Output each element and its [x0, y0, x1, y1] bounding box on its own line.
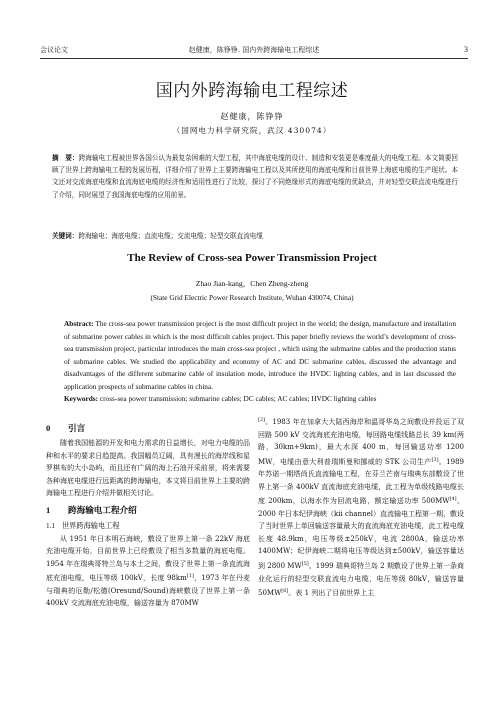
body-column-right [258, 414, 464, 600]
header-center: 赵健康，陈铮铮. 国内外跨海输电工程综述 [188, 46, 320, 54]
running-header [40, 44, 468, 56]
affiliation-en: (State Grid Electric Power Research Institute, Wuhan 430074, China) [150, 293, 354, 302]
keywords-cn [52, 230, 458, 242]
abstract-cn-label: 摘 要： [52, 154, 79, 162]
subsection-title-1-1: 世界跨海输电工程 [62, 520, 120, 530]
page-number: 3 [464, 45, 468, 54]
intro-paragraph: 随着我国能源的开发和电力需求的日益增长，对电力电缆的品种和水平的要求日趋提高。我国幅员辽阔，具有漫长的海岸线和星罗棋布的大小岛屿，而且还有广阔的海上石油开采前景，将来需要各种海底电缆进行远距离的跨海输电，本文将目前世界上主要的跨海输电工程进行介绍并做相关讨论。 [46, 439, 250, 498]
abstract-cn-text: 跨海输电工程被世界各国公认为最复杂困难的大型工程，其中海底电缆的设计、制造和安装更是难度最大的电缆工程。本文简要回顾了世界上跨海输电工程的发展历程，详细介绍了世界上主要跨海输电工程以及其所使用的海底电缆和目前世界上海底电缆的生产现状。本文还对交流海底电缆和直流海底电缆的经济性和适用性进行了比较，探讨了不同绝缘形式的海底电缆的优缺点，并对轻型交联直流电缆进行了介绍，同时展望了我国海底电缆的应用前景。 [52, 154, 459, 199]
citation-2: [2] [258, 417, 266, 423]
section-heading-0 [46, 420, 250, 437]
citation-3: [3] [431, 456, 439, 463]
section-number-0: 0 [46, 423, 51, 433]
section-number-1: 1 [46, 504, 51, 515]
keywords-cn-text: 跨海输电；海底电缆；直流电缆；交流电缆；轻型交联直流电缆 [78, 232, 263, 240]
header-left: 会议论文 [40, 46, 68, 54]
keywords-en-label: Keywords: [64, 394, 99, 403]
body-column-left [46, 420, 250, 610]
body-paragraph-1-cont [258, 414, 464, 600]
subsection-heading-1-1 [46, 519, 250, 533]
citation-4: [4] [449, 496, 457, 503]
body-text-1f: 。1999 瑞典哥特兰岛 2 期敷设了世界上第一条商业化运行的轻型交联直流电力电缆，电压等级 80kV，输送容量 50MW [258, 562, 464, 598]
citation-5: [5] [301, 561, 309, 568]
header-rule [40, 58, 468, 59]
body-text-1g: 。表 1 列出了目前世界上主 [288, 589, 375, 598]
abstract-cn [52, 152, 458, 201]
body-text-1a: 从 1951 年日本明石海峡，敷设了世界上第一条 22kV 海底充油电缆开始，目前世界上已经敷设了相当多数量的海底电缆。1954 年在瑞典哥特兰岛与本土之间，敷设了世界上第一条直流海底充油电缆，电压等级 100kV，长度 98km [46, 534, 250, 583]
keywords-cn-label: 关键词： [52, 232, 79, 240]
keywords-en-text: cross-sea power transmission; submarine cables; DC cables; AC cables; HVDC lighting cables [98, 394, 377, 403]
subsection-number-1-1: 1.1 [46, 521, 55, 530]
section-title-1: 跨海输电工程介绍 [68, 505, 137, 516]
authors-en: Zhao Jian-kang，Chen Zheng-zheng [195, 279, 309, 288]
body-text-1e: 。2000 年日本纪伊海峡（kii channel）直流输电工程第一期，敷设了当时世界上单回输送容量最大的直流海底充油电缆，此工程电缆长度 48.9km，电压等级±250kV，电流 2800A，输送功率 1400MW；纪伊海峡二期将电压等级达到±500kV，输送容量达到 2800 MW [258, 497, 464, 571]
title-en: The Review of Cross-sea Power Transmission Project [127, 252, 377, 264]
body-text-1c: 。1983 年在加拿大大陆西海岸和温哥华岛之间敷设并投运了双回路 500 kV 交流海底充油电缆，每回路电缆线路总长 39 km(两路，30km+9km)，最大水深 400 m，每回输送功率 1200 MW，电缆由意大利普瑞斯曼和挪威的 STK 公司生产 [258, 418, 464, 466]
body-text-1b: ，1973 年在丹麦与瑞典的厄勒/松德(Oresund/Sound)海峡敷设了世界上第一条 400kV 交流海底充油电缆，输送容量为 870MW [46, 574, 250, 608]
abstract-en [64, 318, 456, 406]
body-paragraph-1 [46, 533, 250, 610]
authors-cn: 赵健康，陈铮铮 [220, 112, 284, 121]
title-cn: 国内外跨海输电工程综述 [155, 81, 349, 101]
body-text-1d: 。1989 年苏诺一期塔尚氏直流输电工程，在芬兰芒南与瑞典东部敷设了世界上第一条 400kV 直流海底充油电缆，此工程为单级线路电缆长度 200km，以海水作为回流电路，额定输送功率 500MW [258, 457, 464, 506]
citation-1: [1] [186, 573, 194, 580]
affiliation-cn: （国网电力科学研究院，武汉 430074） [172, 126, 332, 135]
section-heading-1 [46, 502, 250, 519]
section-title-0: 引言 [68, 424, 86, 434]
abstract-en-text: The cross-sea power transmission project is the most difficult project in the world; the design, manufacture and installation of submarine power cables in which is the most difficult cables project. This paper briefly reviews the world’s development of cross-sea transmission project, particular introduces the main cross-sea project , which using the submarine cables and the production status of submarine cables. We studied the applicability and economy of AC and DC submarine cables, discussed the advantage and disadvantages of the different submarine cable of insulation mode, introduce the HVDC lighting cables, and in last discussed the application prospects of submarine cables in china. [64, 319, 456, 391]
abstract-en-label: Abstract: [64, 319, 94, 328]
citation-6: [6] [281, 588, 289, 595]
